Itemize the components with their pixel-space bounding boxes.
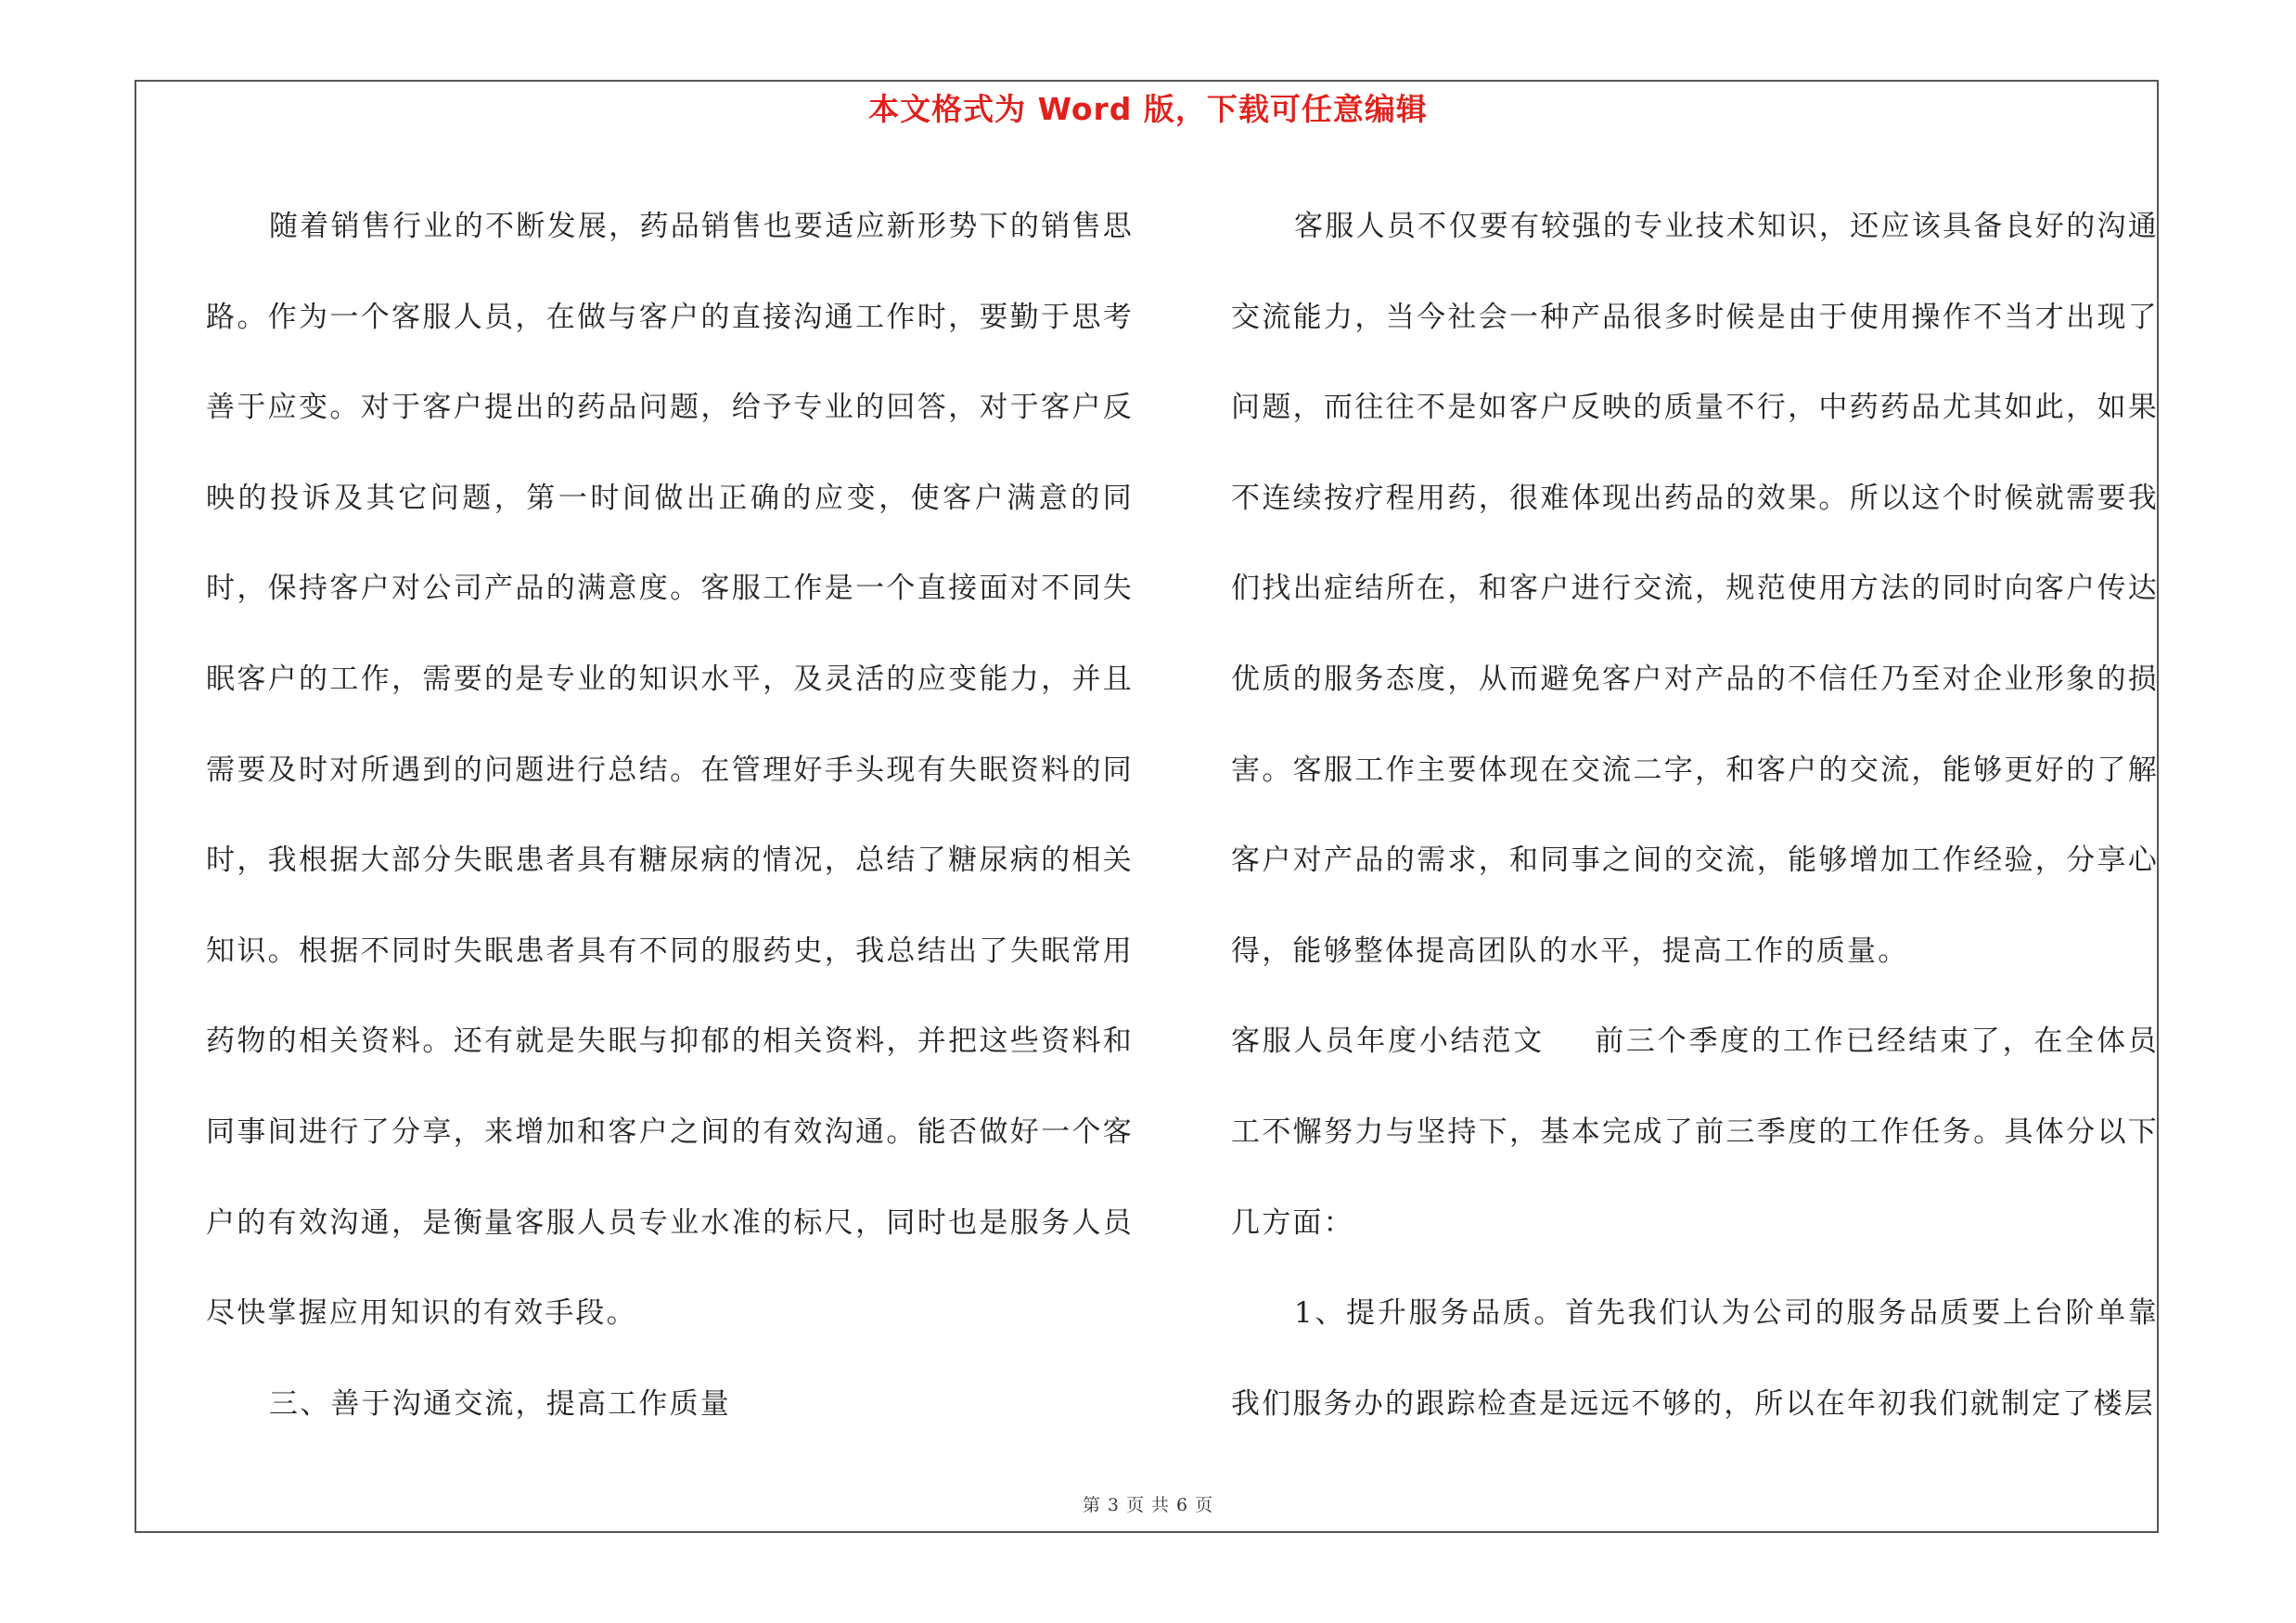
summary-intro-text: 前三个季度的工作已经结束了，在全体员工不懈努力与坚持下，基本完成了前三季度的工作任务。具体分以下几方面： (1231, 1024, 2159, 1240)
right-text-column (1231, 182, 2159, 1449)
body-paragraph: 随着销售行业的不断发展，药品销售也要适应新形势下的销售思路。作为一个客服人员，在做与客户的直接沟通工作时，要勤于思考善于应变。对于客户提出的药品问题，给予专业的回答，对于客户反映的投诉及其它问题，第一时间做出正确的应变，使客户满意的同时，保持客户对公司产品的满意度。客服工作是一个直接面对不同失眠客户的工作，需要的是专业的知识水平，及灵活的应变能力，并且需要及时对所遇到的问题进行总结。在管理好手头现有失眠资料的同时，我根据大部分失眠患者具有糖尿病的情况，总结了糖尿病的相关知识。根据不同时失眠患者具有不同的服药史，我总结出了失眠常用药物的相关资料。还有就是失眠与抑郁的相关资料，并把这些资料和同事间进行了分享，来增加和客户之间的有效沟通。能否做好一个客户的有效沟通，是衡量客服人员专业水准的标尺，同时也是服务人员尽快掌握应用知识的有效手段。 (206, 210, 1134, 1331)
section-heading: 三、善于沟通交流，提高工作质量 (269, 1386, 731, 1421)
body-paragraph: 客服人员不仅要有较强的专业技术知识，还应该具备良好的沟通交流能力，当今社会一种产品很多时候是由于使用操作不当才出现了问题，而往往不是如客户反映的质量不行，中药药品尤其如此，如果不连续按疗程用药，很难体现出药品的效果。所以这个时候就需要我们找出症结所在，和客户进行交流，规范使用方法的同时向客户传达优质的服务态度，从而避免客户对产品的不信任乃至对企业形象的损害。客服工作主要体现在交流二字，和客户的交流，能够更好的了解客户对产品的需求，和同事之间的交流，能够增加工作经验，分享心得，能够整体提高团队的水平，提高工作的质量。 (1231, 210, 2159, 968)
article-title: 客服人员年度小结范文 (1231, 1024, 1546, 1059)
left-text-column (206, 182, 1134, 1449)
body-paragraph: 1、提升服务品质。首先我们认为公司的服务品质要上台阶单靠我们服务办的跟踪检查是远远不够的，所以在年初我们就制定了楼层 (1231, 1296, 2159, 1421)
format-notice-banner: 本文格式为 Word 版，下载可任意编辑 (868, 91, 1428, 127)
summary-paragraph (1231, 997, 2159, 1269)
page-number-footer: 第 3 页 共 6 页 (1082, 1495, 1214, 1515)
